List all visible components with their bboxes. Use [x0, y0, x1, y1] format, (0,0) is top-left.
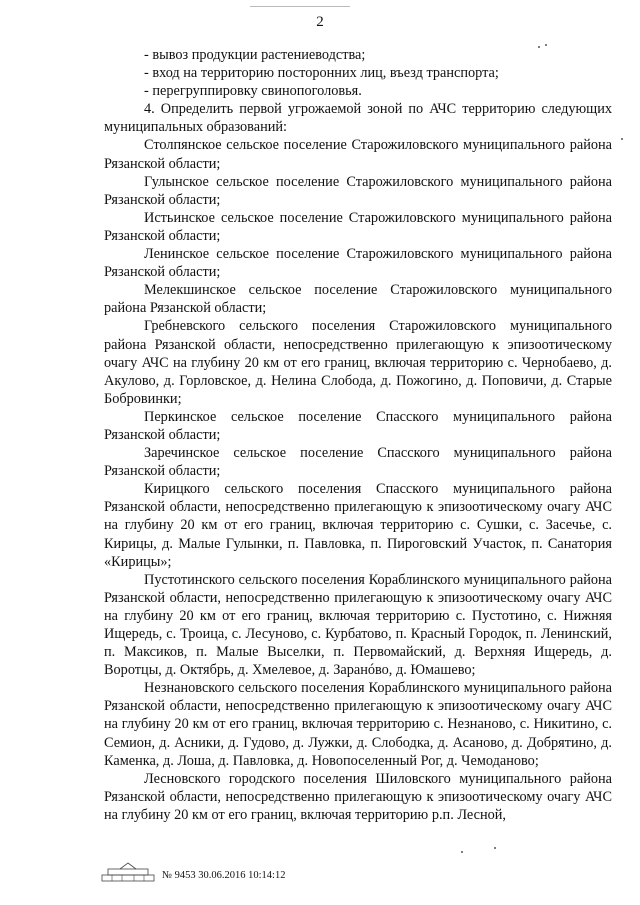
document-registration-number: № 9453 30.06.2016 10:14:12: [162, 870, 286, 881]
territory-paragraph: Заречинское сельское поселение Спасского муниципального района Рязанской области;: [104, 445, 612, 480]
footer: [100, 857, 285, 883]
territory-paragraph: Перкинское сельское поселение Спасского муниципального района Рязанской области;: [104, 408, 612, 443]
territory-paragraph: Ленинское сельское поселение Старожиловского муниципального района Рязанской области;: [104, 246, 612, 281]
territory-paragraph: Истьинское сельское поселение Старожиловского муниципального района Рязанской области;: [104, 209, 612, 244]
scan-artifact: [538, 46, 540, 48]
page-number: 2: [316, 14, 324, 30]
territory-paragraph: Пустотинского сельского поселения Кораблинского муниципального района Рязанской области, непосредственно прилегающую к эпизоотическому очагу АЧС на глубину 20 км от его границ, включая территорию с. Пустотино, с. Нижняя Ищередь, с. Троица, с. Лесуново, с. Курбатово, п. Красный Городок, п. Ленинский, п. Максиков, п. Малые Выселки, п. Первомайский, д. Верхняя Ищередь, д. Воротцы, д. Октябрь, д. Хмелевое, д. Заранóво, д. Юмашево;: [104, 571, 612, 679]
scan-artifact: [250, 6, 350, 7]
territory-paragraph: Гулынское сельское поселение Старожиловского муниципального района Рязанской области;: [104, 173, 612, 208]
bullet-item: - перегруппировку свинопоголовья.: [144, 83, 362, 100]
territory-paragraph: Столпянское сельское поселение Старожиловского муниципального района Рязанской области;: [104, 137, 612, 172]
bullet-item: - вход на территорию посторонних лиц, въезд транспорта;: [144, 65, 499, 82]
scan-artifact: [621, 138, 623, 140]
registry-stamp-icon: [100, 861, 156, 883]
scan-artifact: [494, 847, 496, 849]
document-body: [104, 46, 612, 824]
territory-paragraph: Лесновского городского поселения Шиловского муниципального района Рязанской области, непосредственно прилегающую к эпизоотическому очагу АЧС на глубину 20 км от его границ, включая территорию р.п. Лесной,: [104, 770, 612, 823]
territory-paragraph: Кирицкого сельского поселения Спасского муниципального района Рязанской области, непосредственно прилегающую к эпизоотическому очагу АЧС на глубину 20 км от его границ, включая территорию с. Сушки, с. Засечье, с. Кирицы, д. Малые Гулынки, п. Павловка, п. Пироговский Участок, п. Санатория «Кирицы»;: [104, 481, 612, 570]
territory-paragraph: Незнановского сельского поселения Кораблинского муниципального района Рязанской области, непосредственно прилегающую к эпизоотическому очагу АЧС на глубину 20 км от его границ, включая территорию с. Незнаново, с. Никитино, с. Семион, д. Асники, д. Гудово, д. Лужки, д. Слободка, д. Асаново, д. Добрятино, д. Каменка, д. Лоша, д. Павловка, д. Новопоселенный Рог, д. Чемоданово;: [104, 680, 612, 769]
scan-artifact: [461, 851, 463, 853]
item-4-intro: 4. Определить первой угрожаемой зоной по АЧС территорию следующих муниципальных образований:: [104, 101, 612, 136]
bullet-item: - вывоз продукции растениеводства;: [144, 47, 366, 63]
scan-artifact: [545, 44, 547, 46]
territory-paragraph: Гребневского сельского поселения Старожиловского муниципального района Рязанской области, непосредственно прилегающую к эпизоотическому очагу АЧС на глубину 20 км от его границ, включая территорию с. Чернобаево, д. Акулово, д. Горловское, д. Нелина Слобода, д. Пожогино, д. Поповичи, д. Старые Бобровинки;: [104, 318, 612, 407]
territory-paragraph: Мелекшинское сельское поселение Старожиловского муниципального района Рязанской области;: [104, 282, 612, 317]
